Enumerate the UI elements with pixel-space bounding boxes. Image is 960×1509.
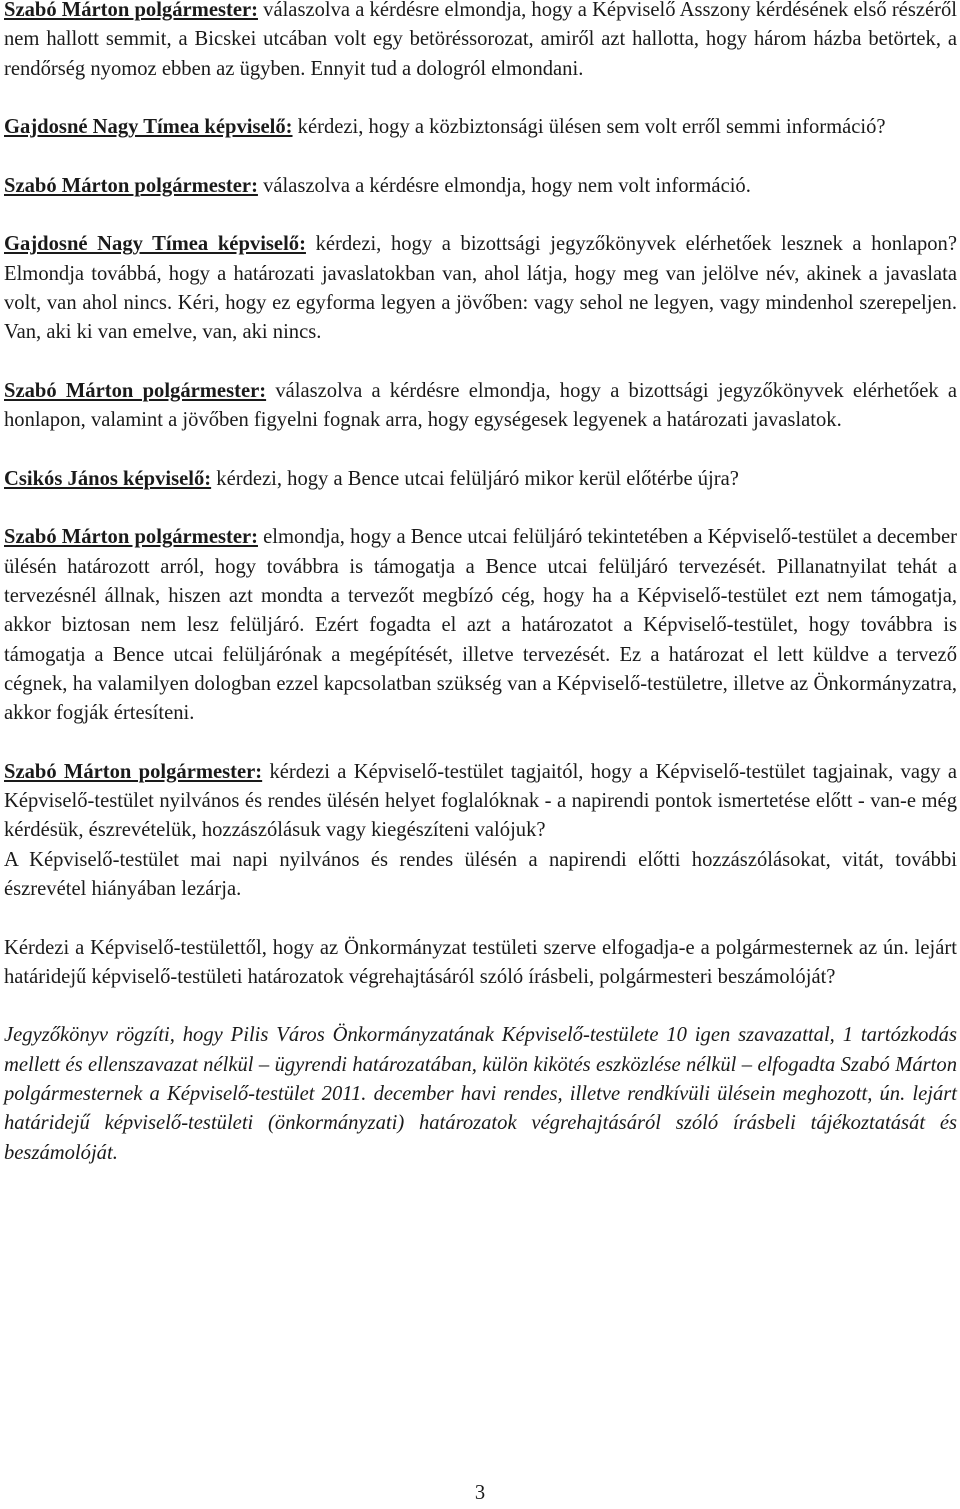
paragraph-question-csikos bbox=[4, 465, 957, 494]
paragraph-text: elmondja, hogy a Bence utcai felüljáró tekintetében a Képviselő-testület a december ülésén határozott arról, hogy továbbra is támogatja a Bence utcai felüljáró tervezését. Pillanatnyilat tehát a tervezésnél állnak, hiszen azt mondta a tervezőt megbízó cég, hogy ha a Képviselő-testület ezt nem támogatja, akkor biztosan nem lesz felüljáró. Ezért fogadta el azt a határozatot a Képviselő-testület, hogy továbbra is támogatja a Bence utcai felüljárónak a megépítését, illetve tervezését. Ez a határozat el lett küldve a tervező cégnek, ha valamilyen dologban ezzel kapcsolatban szükség van a Képviselő-testületre, illetve az Önkormányzatra, akkor fogják értesíteni. bbox=[4, 526, 957, 725]
speaker-label: Csikós János képviselő: bbox=[4, 467, 212, 490]
paragraph-resolution: Jegyzőkönyv rögzíti, hogy Pilis Város Önkormányzatának Képviselő-testülete 10 igen szavazattal, 1 tartózkodás mellett és ellenszavazat nélkül – ügyrendi határozatában, külön kikötés eszközlése nélkül – elfogadta Szabó Márton polgármesternek a Képviselő-testület 2011. december havi rendes, illetve rendkívüli ülésein meghozott, ún. lejárt határidejű képviselő-testületi (önkormányzati) határozatok végrehajtásáról szóló írásbeli tájékoztatását és beszámolóját. bbox=[4, 1024, 957, 1164]
paragraph-mayor-answer-3 bbox=[4, 377, 957, 436]
paragraph-text: kérdezi, hogy a bizottsági jegyzőkönyvek elérhetőek lesznek a honlapon? Elmondja továbbá, hogy a határozati javaslatokban van, ahol látja, hogy meg van jelölve név, akinek a javaslata volt, van ahol nincs. Kéri, hogy ez egyforma legyen a jövőben: vagy sehol ne legyen, vagy mindenhol szerepeljen. Van, aki ki van emelve, van, aki nincs. bbox=[4, 233, 957, 344]
paragraph-question-gajdosne-2 bbox=[4, 230, 957, 347]
paragraph-vote-question: Kérdezi a Képviselő-testülettől, hogy az Önkormányzat testületi szerve elfogadja-e a polgármesternek az ún. lejárt határidejű képviselő-testületi határozatok végrehajtásáról szóló írásbeli, polgármesteri beszámolóját? bbox=[4, 936, 957, 988]
paragraph-text: kérdezi, hogy a Bence utcai felüljáró mikor kerül előtérbe újra? bbox=[211, 467, 739, 490]
speaker-label: Szabó Márton polgármester: bbox=[4, 379, 267, 402]
page-number: 3 bbox=[474, 1482, 486, 1504]
paragraph-mayor-answer-1 bbox=[4, 0, 957, 84]
paragraph-mayor-answer-4 bbox=[4, 523, 957, 728]
paragraph-text: válaszolva a kérdésre elmondja, hogy a bizottsági jegyzőkönyvek elérhetőek a honlapon, valamint a jövőben figyelni fognak arra, hogy egységesek legyenek a határozati javaslatok. bbox=[4, 379, 958, 432]
speaker-label: Szabó Márton polgármester: bbox=[4, 526, 258, 549]
speaker-label: Szabó Márton polgármester: bbox=[4, 0, 258, 21]
paragraph-text: válaszolva a kérdésre elmondja, hogy a Képviselő Asszony kérdésének első részéről nem hallott semmit, a Bicskei utcában volt egy betöréssorozat, amiről azt hallotta, hogy három házba betörtek, a rendőrség nyomoz ebben az ügyben. Ennyit tud a dologról elmondani. bbox=[4, 0, 957, 80]
paragraph-mayor-answer-2 bbox=[4, 172, 957, 201]
paragraph-mayor-question bbox=[4, 758, 957, 846]
paragraph-text: kérdezi a Képviselő-testület tagjaitól, hogy a Képviselő-testület tagjainak, vagy a Képviselő-testület nyilvános és rendes ülésén helyet foglalóknak - a napirendi pontok ismertetése előtt - van-e még kérdésük, észrevételük, hozzászólásuk vagy kiegészíteni valójuk? bbox=[4, 760, 957, 842]
speaker-label: Szabó Márton polgármester: bbox=[4, 174, 258, 197]
paragraph-text: válaszolva a kérdésre elmondja, hogy nem volt információ. bbox=[257, 174, 751, 197]
document-page bbox=[4, 0, 957, 1197]
speaker-label: Gajdosné Nagy Tímea képviselő: bbox=[4, 116, 293, 139]
speaker-label: Gajdosné Nagy Tímea képviselő: bbox=[4, 233, 306, 256]
paragraph-question-gajdosne-1 bbox=[4, 113, 957, 142]
paragraph-text: kérdezi, hogy a közbiztonsági ülésen sem volt erről semmi információ? bbox=[292, 116, 886, 139]
speaker-label: Szabó Márton polgármester: bbox=[4, 760, 263, 783]
paragraph-closing-remarks: A Képviselő-testület mai napi nyilvános és rendes ülésén a napirendi előtti hozzászólásokat, vitát, további észrevétel hiányában lezárja. bbox=[4, 848, 957, 900]
